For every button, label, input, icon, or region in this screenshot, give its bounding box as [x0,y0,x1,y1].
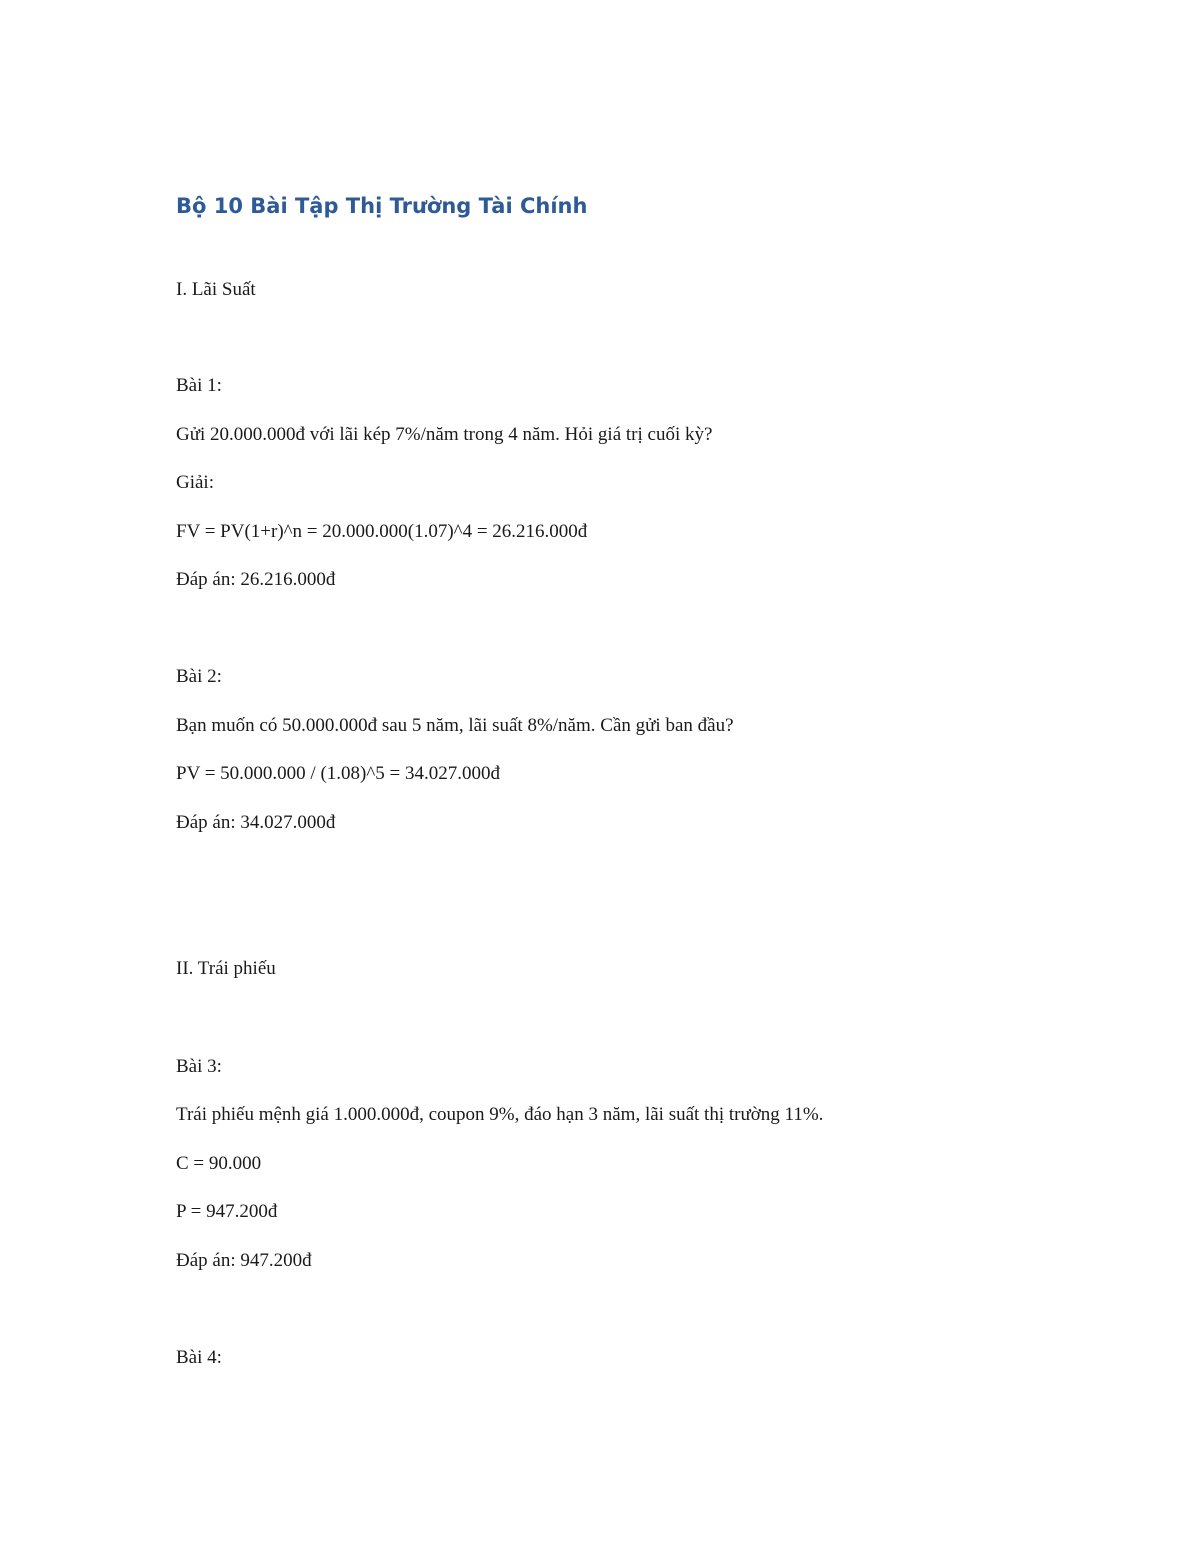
exercise-2-answer: Đáp án: 34.027.000đ [176,812,336,833]
section-heading-bonds: II. Trái phiếu [176,958,276,979]
exercise-3-price: P = 947.200đ [176,1201,278,1222]
document-title: Bộ 10 Bài Tập Thị Trường Tài Chính [176,194,588,218]
exercise-3-question: Trái phiếu mệnh giá 1.000.000đ, coupon 9%, đáo hạn 3 năm, lãi suất thị trường 11%. [176,1104,824,1125]
exercise-2-formula: PV = 50.000.000 / (1.08)^5 = 34.027.000đ [176,763,500,784]
exercise-1-answer: Đáp án: 26.216.000đ [176,569,336,590]
exercise-1-label: Bài 1: [176,375,222,396]
exercise-3-coupon: C = 90.000 [176,1153,262,1174]
exercise-1-question: Gửi 20.000.000đ với lãi kép 7%/năm trong 4 năm. Hỏi giá trị cuối kỳ? [176,424,713,445]
exercise-3-answer: Đáp án: 947.200đ [176,1250,312,1271]
section-heading-interest: I. Lãi Suất [176,279,256,300]
exercise-1-formula: FV = PV(1+r)^n = 20.000.000(1.07)^4 = 26.216.000đ [176,521,588,542]
exercise-1-solution-label: Giải: [176,472,214,493]
exercise-2-question: Bạn muốn có 50.000.000đ sau 5 năm, lãi suất 8%/năm. Cần gửi ban đầu? [176,715,734,736]
exercise-2-label: Bài 2: [176,666,222,687]
exercise-4-label: Bài 4: [176,1347,222,1368]
exercise-3-label: Bài 3: [176,1056,222,1077]
